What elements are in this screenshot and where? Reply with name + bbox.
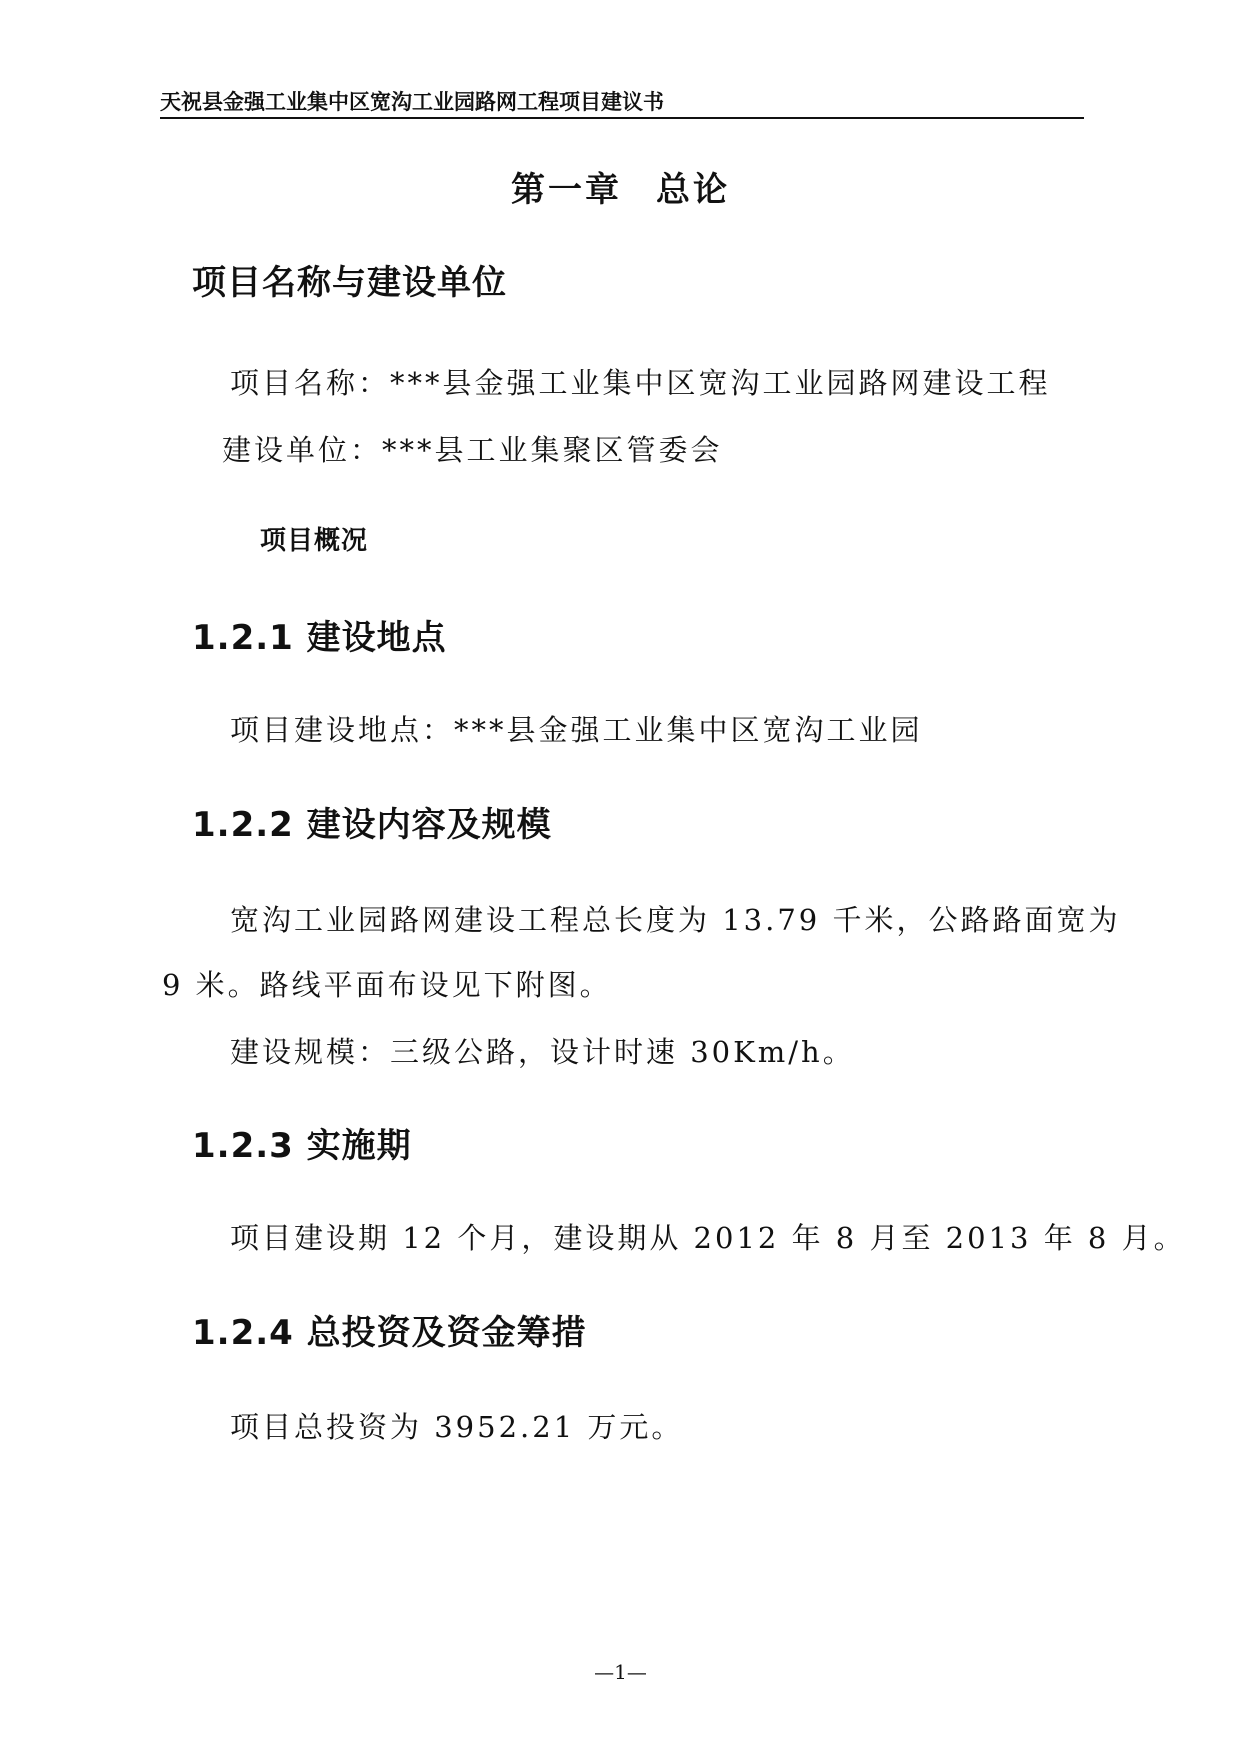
section-heading-location: 1.2.1 建设地点: [192, 618, 447, 658]
construction-scale-text: 建设规模：三级公路，设计时速 30Km/h。: [230, 1035, 855, 1069]
location-text: 项目建设地点：***县金强工业集中区宽沟工业园: [230, 713, 923, 747]
page-number: —1—: [594, 1660, 647, 1684]
section-heading-overview: 项目概况: [260, 526, 369, 556]
project-name-line: 项目名称：***县金强工业集中区宽沟工业园路网建设工程: [230, 366, 1051, 400]
section-heading-period: 1.2.3 实施期: [192, 1126, 412, 1166]
chapter-number: 第一章: [511, 170, 622, 210]
investment-text: 项目总投资为 3952.21 万元。: [230, 1410, 684, 1444]
document-header-title: 天祝县金强工业集中区宽沟工业园路网工程项目建议书: [160, 90, 664, 114]
content-scale-text-line2: 9 米。路线平面布设见下附图。: [162, 968, 612, 1002]
chapter-heading: [0, 162, 1241, 211]
section-heading-project-name-unit: 项目名称与建设单位: [192, 263, 507, 303]
chapter-title: 总论: [656, 170, 730, 210]
section-heading-investment: 1.2.4 总投资及资金筹措: [192, 1313, 587, 1353]
period-text: 项目建设期 12 个月，建设期从 2012 年 8 月至 2013 年 8 月。: [230, 1221, 1186, 1255]
section-heading-content-scale: 1.2.2 建设内容及规模: [192, 805, 552, 845]
construction-unit-line: 建设单位：***县工业集聚区管委会: [222, 433, 723, 467]
content-scale-text-line1: 宽沟工业园路网建设工程总长度为 13.79 千米，公路路面宽为: [230, 903, 1121, 937]
header-divider: [160, 117, 1084, 119]
